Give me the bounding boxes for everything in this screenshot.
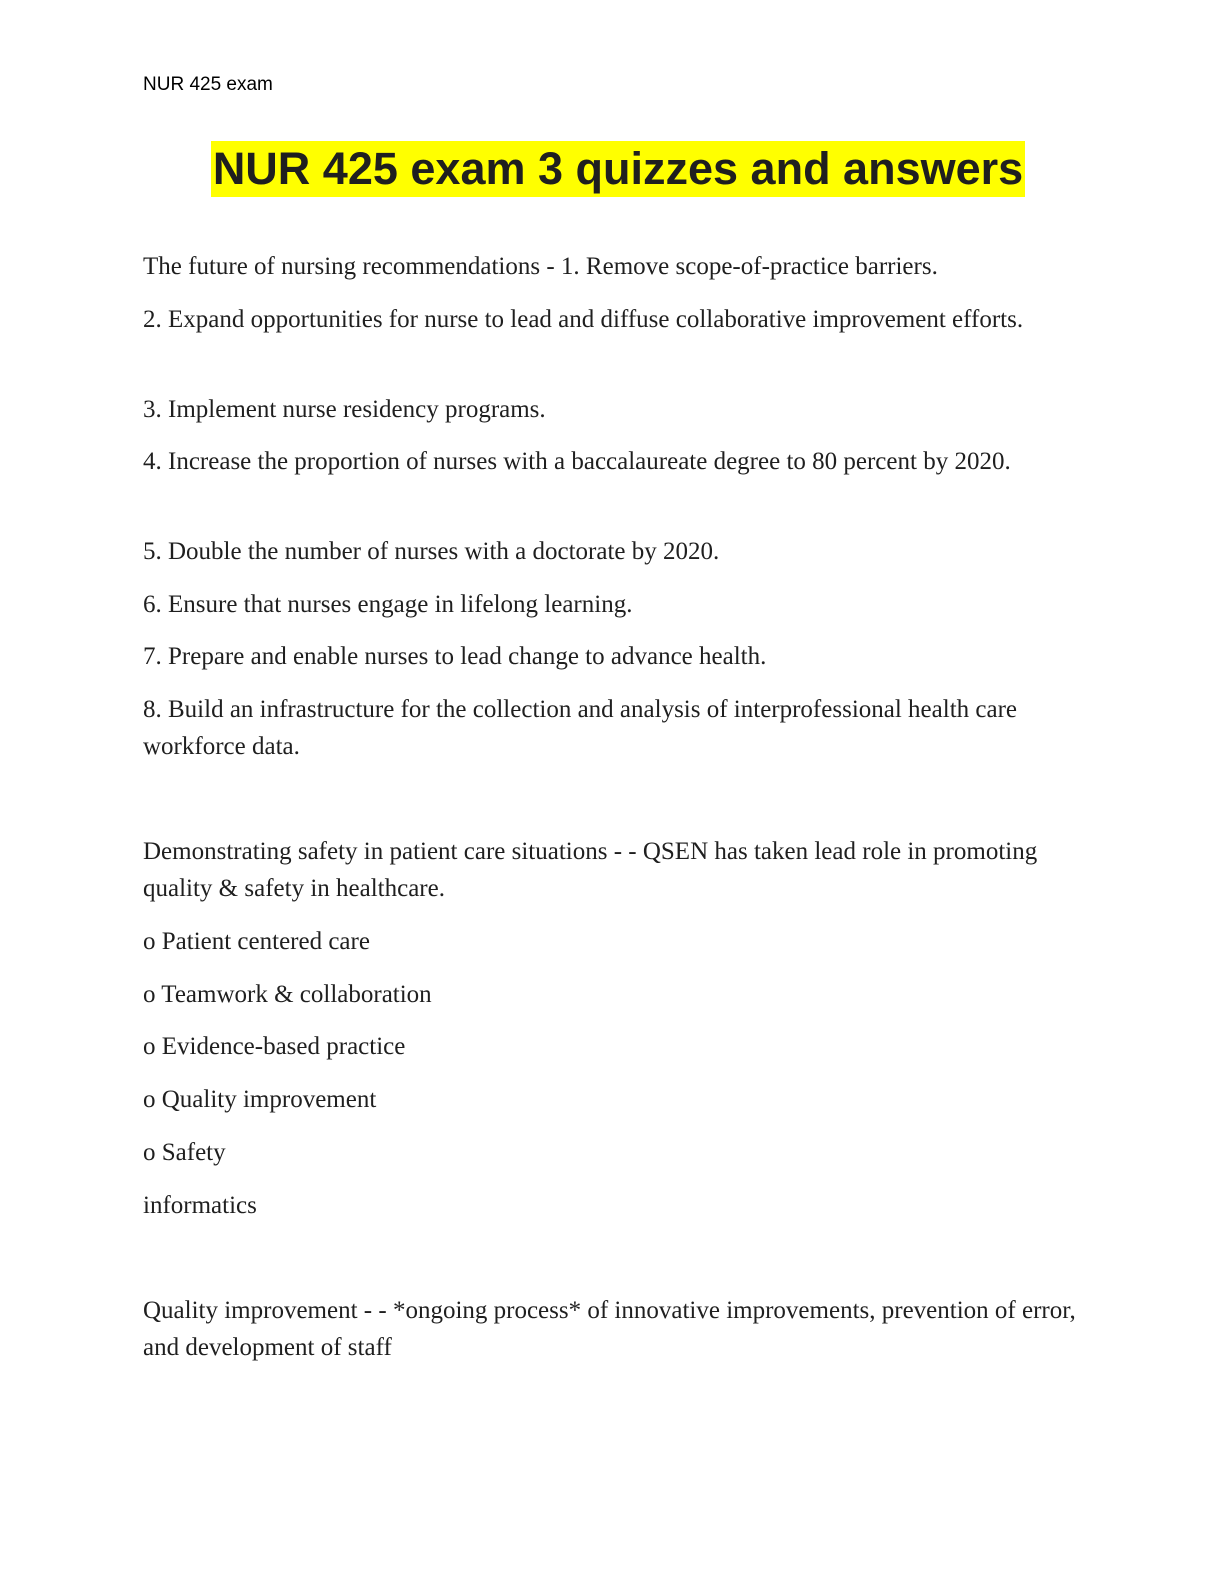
title-container [0, 141, 1224, 197]
section2-item-evidence-based-practice: o Evidence-based practice [143, 1033, 406, 1060]
section2-item-informatics: informatics [143, 1192, 257, 1219]
section2-item-quality-improvement: o Quality improvement [143, 1086, 377, 1113]
section3-intro: Quality improvement - - *ongoing process* of innovative improvements, prevention of error, and development of staff [143, 1297, 1076, 1361]
section1-item-4: 4. Increase the proportion of nurses with a baccalaureate degree to 80 percent by 2020. [143, 448, 1011, 475]
section1-item-6: 6. Ensure that nurses engage in lifelong learning. [143, 591, 633, 618]
section1-item-7: 7. Prepare and enable nurses to lead change to advance health. [143, 643, 767, 670]
section1-item-5: 5. Double the number of nurses with a doctorate by 2020. [143, 538, 720, 565]
section1-intro: The future of nursing recommendations - 1. Remove scope-of-practice barriers. [143, 253, 938, 280]
section2-item-patient-centered-care: o Patient centered care [143, 928, 370, 955]
page-header: NUR 425 exam [143, 74, 273, 95]
section2-item-teamwork: o Teamwork & collaboration [143, 981, 432, 1008]
section2-intro: Demonstrating safety in patient care situations - - QSEN has taken lead role in promoting quality & safety in healthcare. [143, 838, 1038, 902]
section1-item-3: 3. Implement nurse residency programs. [143, 396, 546, 423]
document-title: NUR 425 exam 3 quizzes and answers [211, 141, 1025, 197]
section1-item-8: 8. Build an infrastructure for the collection and analysis of interprofessional health care workforce data. [143, 696, 1017, 760]
section1-item-2: 2. Expand opportunities for nurse to lead and diffuse collaborative improvement efforts. [143, 306, 1024, 333]
section2-item-safety: o Safety [143, 1139, 226, 1166]
